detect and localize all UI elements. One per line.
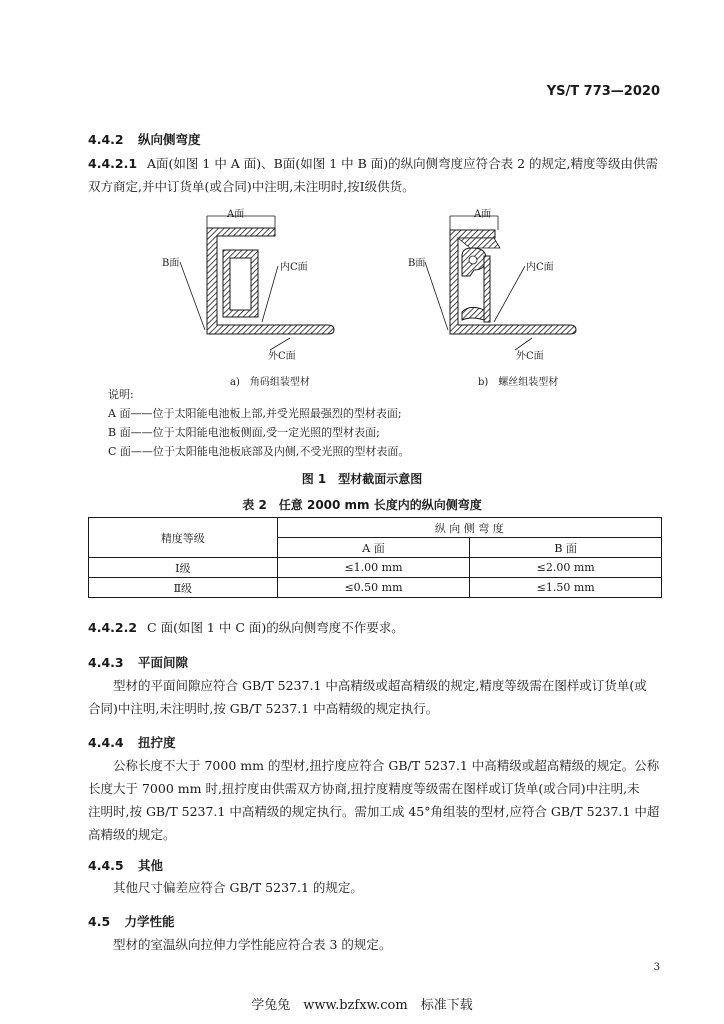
section-45-heading (88, 912, 175, 930)
figure-a-caption: a) 角码组装型材 (230, 377, 310, 388)
label-b-face: B面 (408, 258, 426, 269)
legend-item-c: C 面——位于太阳能电池板底部及内侧,不受光照的型材表面。 (108, 445, 410, 458)
section-number: 4.4.4 (88, 735, 124, 750)
section-445-heading (88, 856, 163, 874)
section-444-line3: 注明时,按 GB/T 5237.1 中高精级的规定执行。需加工成 45°角组装的型材,应符合 GB/T 5237.1 中超 (88, 804, 660, 819)
section-number: 4.4.2.2 (88, 620, 138, 635)
section-4421-line1 (88, 152, 658, 175)
profile-diagram-b (400, 200, 620, 390)
section-number: 4.4.2.1 (88, 156, 138, 171)
label-outer-c-face: 外C面 (268, 351, 296, 362)
header-a-face: A 面 (277, 538, 470, 558)
legend-item-b: B 面——位于太阳能电池板侧面,受一定光照的型材表面; (108, 426, 380, 439)
section-443-line1: 型材的平面间隙应符合 GB/T 5237.1 中高精级或超高精级的规定,精度等级需在图样或订货单(或 (113, 678, 647, 693)
section-title: 扭拧度 (137, 735, 176, 750)
table-row (89, 578, 662, 598)
table-row (89, 558, 662, 578)
section-444-line2: 长度大于 7000 mm 时,扭拧度由供需双方协商,扭拧度精度等级需在图样或订货单(或合同)中注明,未 (88, 781, 640, 796)
section-4421-line2: 双方商定,并中订货单(或合同)中注明,未注明时,按Ⅰ级供货。 (88, 179, 415, 194)
section-445-text: 其他尺寸偏差应符合 GB/T 5237.1 的规定。 (113, 880, 363, 895)
label-a-face: A面 (474, 209, 492, 220)
section-title: 其他 (137, 858, 163, 873)
tolerance-table (88, 517, 662, 598)
section-444-line4: 高精级的规定。 (88, 827, 176, 842)
paragraph-text: A面(如图 1 中 A 面)、B面(如图 1 中 B 面)的纵向侧弯度应符合表 2 的规定,精度等级由供需 (147, 156, 659, 171)
section-45-text: 型材的室温纵向拉伸力学性能应符合表 3 的规定。 (113, 937, 392, 952)
section-title: 平面间隙 (137, 655, 188, 670)
legend-item-a: A 面——位于太阳能电池板上部,并受光照最强烈的型材表面; (108, 407, 402, 420)
b-face-cell: ≤1.50 mm (470, 578, 662, 598)
header-grade: 精度等级 (89, 518, 278, 558)
a-face-cell: ≤1.00 mm (277, 558, 470, 578)
a-face-cell: ≤0.50 mm (277, 578, 470, 598)
legend-title: 说明: (108, 388, 134, 401)
section-443-heading (88, 653, 188, 671)
section-442-heading (88, 130, 200, 148)
grade-cell: Ⅱ级 (89, 578, 278, 598)
header-b-face: B 面 (470, 538, 662, 558)
footer-watermark: 学兔兔 www.bzfxw.com 标准下载 (251, 998, 473, 1013)
table-title: 表 2 任意 2000 mm 长度内的纵向侧弯度 (242, 498, 482, 512)
section-444-line1: 公称长度不大于 7000 mm 的型材,扭拧度应符合 GB/T 5237.1 中高精级或超高精级的规定。公称 (113, 758, 660, 773)
label-inner-c-face: 内C面 (526, 262, 554, 273)
section-443-line2: 合同)中注明,未注明时,按 GB/T 5237.1 中高精级的规定执行。 (88, 701, 439, 716)
section-number: 4.4.2 (88, 132, 124, 147)
label-a-face: A面 (227, 209, 245, 220)
b-face-cell: ≤2.00 mm (470, 558, 662, 578)
document-number: YS/T 773—2020 (546, 84, 660, 99)
profile-diagram-a (150, 200, 370, 390)
page-number: 3 (653, 962, 660, 973)
label-inner-c-face: 内C面 (280, 262, 308, 273)
grade-cell: Ⅰ级 (89, 558, 278, 578)
label-b-face: B面 (162, 258, 180, 269)
table-header-row (89, 518, 662, 538)
figure-title: 图 1 型材截面示意图 (301, 472, 423, 486)
section-number: 4.4.5 (88, 858, 124, 873)
section-number: 4.4.3 (88, 655, 124, 670)
section-number: 4.5 (88, 914, 111, 929)
figure-b-caption: b) 螺丝组装型材 (478, 377, 559, 388)
section-444-heading (88, 733, 175, 751)
header-lateral-bow: 纵 向 侧 弯 度 (277, 518, 661, 538)
section-title: 力学性能 (124, 914, 175, 929)
section-title: 纵向侧弯度 (137, 132, 201, 147)
section-4422 (88, 616, 404, 639)
label-outer-c-face: 外C面 (516, 351, 544, 362)
paragraph-text: C 面(如图 1 中 C 面)的纵向侧弯度不作要求。 (147, 620, 404, 635)
